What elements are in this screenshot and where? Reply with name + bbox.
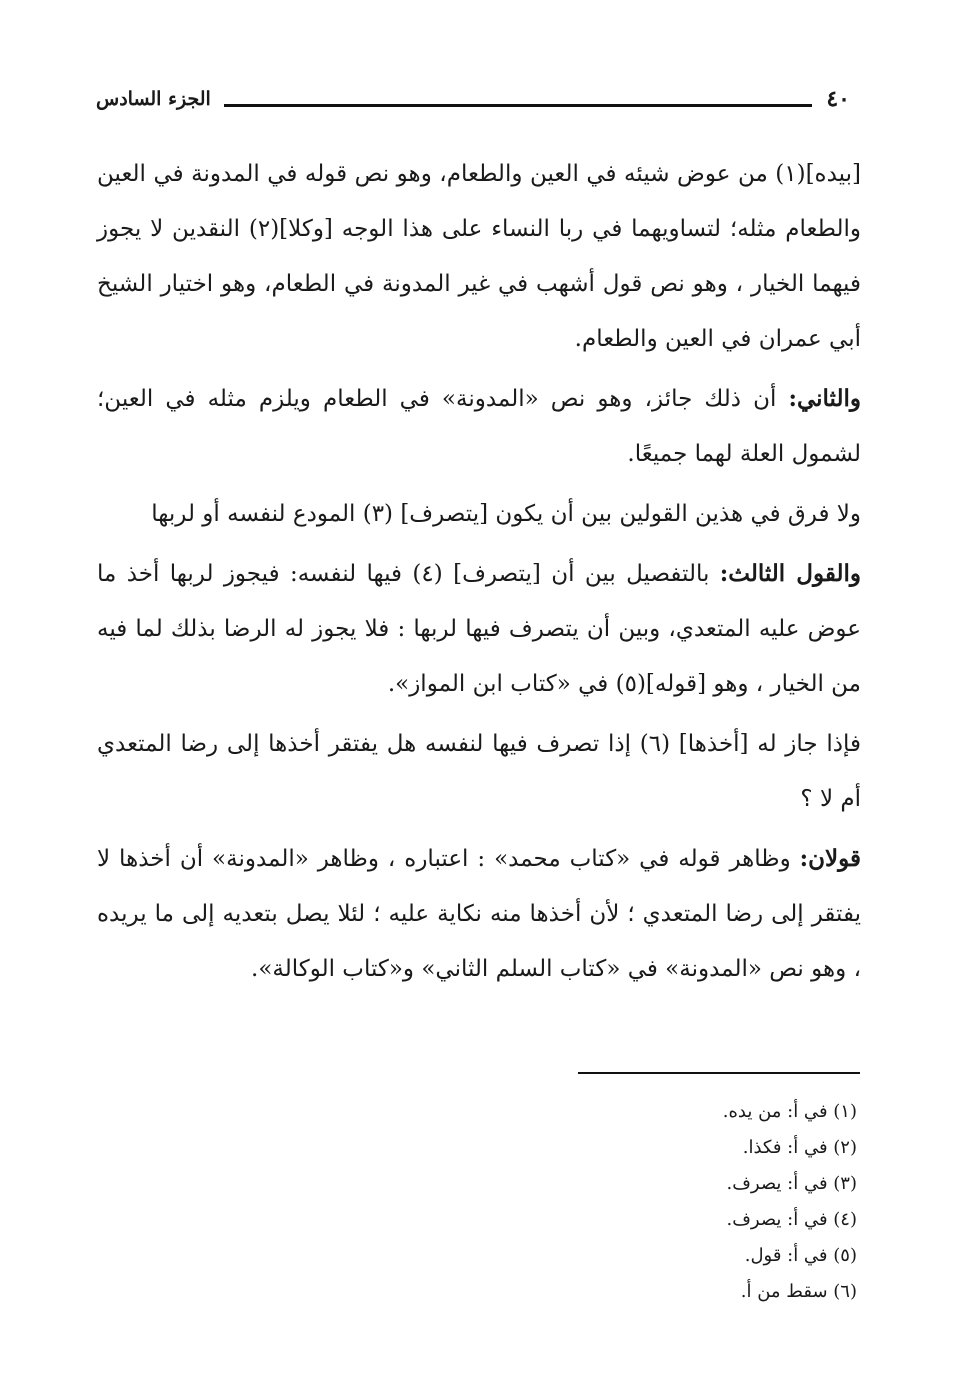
- paragraph-text: أن ذلك جائز، وهو نص «المدونة» في الطعام ويلزم مثله في العين؛ لشمول العلة لهما جميعًا.: [97, 386, 861, 467]
- footnotes: [357, 1094, 857, 1310]
- paragraph: [97, 371, 861, 482]
- footnote-item: (٢) في أ: فكذا.: [742, 1137, 857, 1158]
- paragraph: [97, 831, 861, 997]
- paragraph-lead: والثاني:: [788, 385, 861, 412]
- paragraph: [97, 486, 861, 542]
- paragraph: [97, 716, 861, 827]
- paragraph-lead: والقول الثالث:: [719, 560, 861, 587]
- paragraph-text: فإذا جاز له [أخذها] (٦) إذا تصرف فيها لنفسه هل يفتقر أخذها إلى رضا المتعدي أم لا ؟: [97, 731, 861, 812]
- footnote-item: (١) في أ: من يده.: [722, 1101, 857, 1122]
- paragraph-text: بالتفصيل بين أن [يتصرف] (٤) فيها لنفسه: فيجوز لربها أخذ ما عوض عليه المتعدي، وبين أن يتصرف فيها لربها : فلا يجوز له الرضا بذلك لما فيه من الخيار ، وهو [قوله](٥) في «كتاب ابن المواز».: [97, 561, 861, 697]
- page-header: [96, 84, 860, 124]
- header-rule: [224, 104, 812, 107]
- paragraph: [97, 546, 861, 712]
- paragraph-lead: قولان:: [799, 845, 861, 872]
- running-title: الجزء السادس: [96, 88, 211, 110]
- body-text: [97, 146, 861, 1001]
- footnote-item: (٦) سقط من أ.: [740, 1281, 857, 1302]
- paragraph-text: وظاهر قوله في «كتاب محمد» : اعتباره ، وظاهر «المدونة» أن أخذها لا يفتقر إلى رضا المتعدي ؛ لأن أخذها منه نكاية عليه ؛ لئلا يصل بتعديه إلى ما يريده ، وهو نص «المدونة» في «كتاب السلم الثاني» و«كتاب الوكالة».: [97, 846, 861, 982]
- paragraph: [97, 146, 861, 367]
- footnote-item: (٤) في أ: يصرف.: [726, 1209, 857, 1230]
- footnote-separator: [578, 1072, 860, 1074]
- paragraph-text: [بيده](١) من عوض شيئه في العين والطعام، وهو نص قوله في المدونة في العين والطعام مثله؛ لتساويهما في ربا النساء على هذا الوجه [وكلا](٢) النقدين لا يجوز فيهما الخيار ، وهو نص قول أشهب في غير المدونة في الطعام، وهو اختيار الشيخ أبي عمران في العين والطعام.: [97, 161, 861, 352]
- paragraph-text: ولا فرق في هذين القولين بين أن يكون [يتصرف] (٣) المودع لنفسه أو لربها: [151, 501, 861, 527]
- footnote-item: (٣) في أ: يصرف.: [726, 1173, 857, 1194]
- page-number: ٤٠: [826, 86, 850, 112]
- footnote-item: (٥) في أ: قول.: [744, 1245, 857, 1266]
